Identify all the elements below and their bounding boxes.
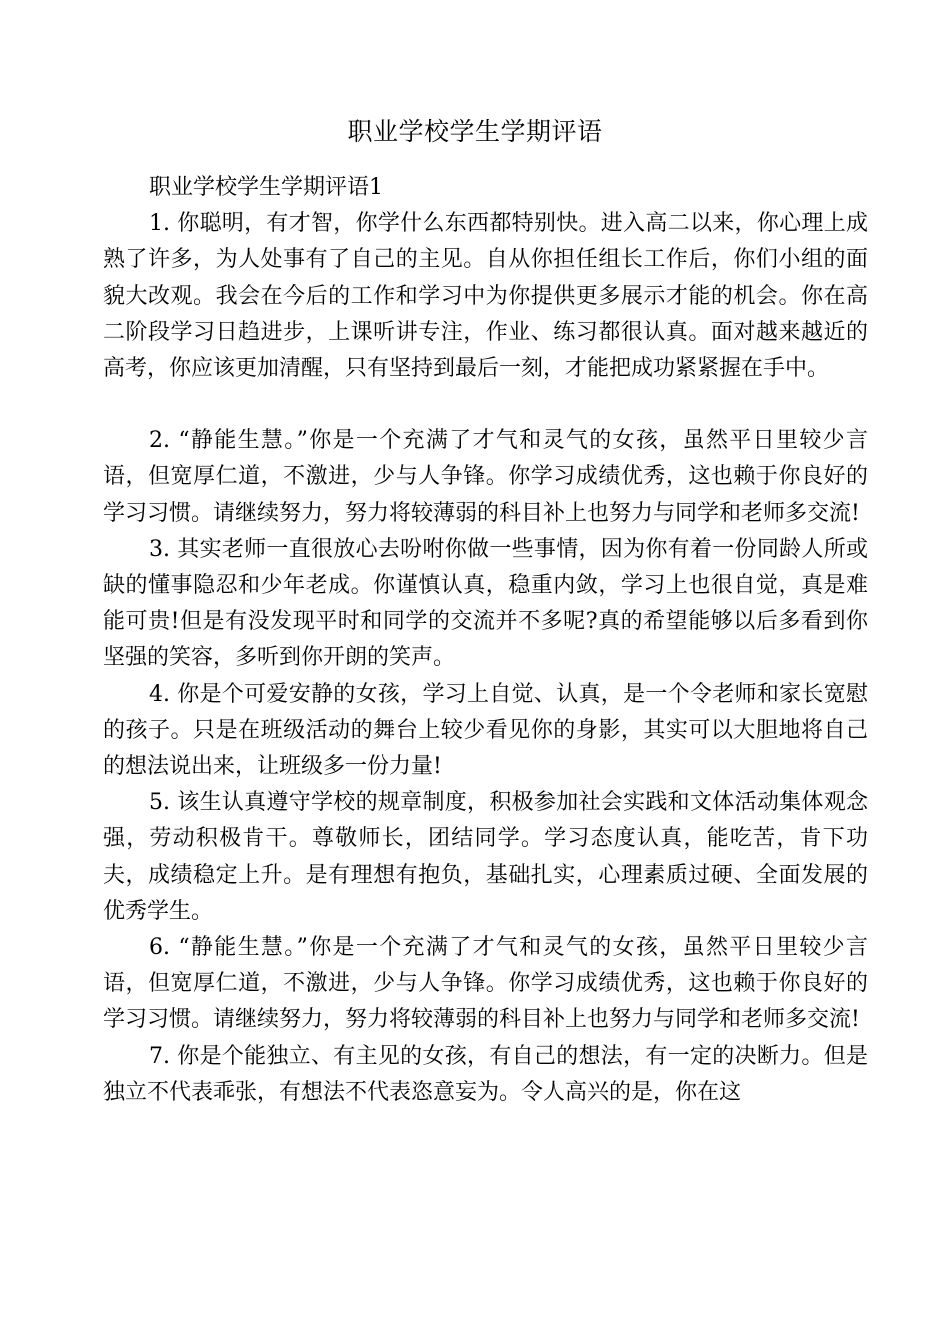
document-body: [103, 170, 868, 1111]
section-heading: 职业学校学生学期评语1: [149, 175, 383, 200]
paragraph-5: 5. 该生认真遵守学校的规章制度，积极参加社会实践和文体活动集体观念强，劳动积极肯干。尊敬师长，团结同学。学习态度认真，能吃苦，肯下功夫，成绩稳定上升。是有理想有抱负，基础扎实，心理素质过硬、全面发展的优秀学生。: [103, 790, 868, 924]
paragraph-6: 6. “静能生慧。”你是一个充满了才气和灵气的女孩，虽然平日里较少言语，但宽厚仁道，不激进，少与人争锋。你学习成绩优秀，这也赖于你良好的学习习惯。请继续努力，努力将较薄弱的科目补上也努力与同学和老师多交流!: [103, 935, 868, 1033]
paragraph-3: 3. 其实老师一直很放心去吩咐你做一些事情，因为你有着一份同龄人所或缺的懂事隐忍和少年老成。你谨慎认真，稳重内敛，学习上也很自觉，真是难能可贵!但是有没发现平时和同学的交流并不多呢?真的希望能够以后多看到你坚强的笑容，多听到你开朗的笑声。: [103, 536, 868, 671]
paragraph-7: 7. 你是个能独立、有主见的女孩，有自己的想法，有一定的决断力。但是独立不代表乖张，有想法不代表恣意妄为。令人高兴的是，你在这: [103, 1043, 868, 1105]
paragraph-4: 4. 你是个可爱安静的女孩，学习上自觉、认真，是一个令老师和家长宽慰的孩子。只是在班级活动的舞台上较少看见你的身影，其实可以大胆地将自己的想法说出来，让班级多一份力量!: [103, 681, 868, 780]
document-title: 职业学校学生学期评语: [347, 117, 603, 146]
paragraph-1: 1. 你聪明，有才智，你学什么东西都特别快。进入高二以来，你心理上成熟了许多，为人处事有了自己的主见。自从你担任组长工作后，你们小组的面貌大改观。我会在今后的工作和学习中为你提供更多展示才能的机会。你在高二阶段学习日趋进步，上课听讲专注，作业、练习都很认真。面对越来越近的高考，你应该更加清醒，只有坚持到最后一刻，才能把成功紧紧握在手中。: [103, 211, 868, 382]
paragraph-2: 2. “静能生慧。”你是一个充满了才气和灵气的女孩，虽然平日里较少言语，但宽厚仁道，不激进，少与人争锋。你学习成绩优秀，这也赖于你良好的学习习惯。请继续努力，努力将较薄弱的科目补上也努力与同学和老师多交流!: [103, 428, 868, 526]
